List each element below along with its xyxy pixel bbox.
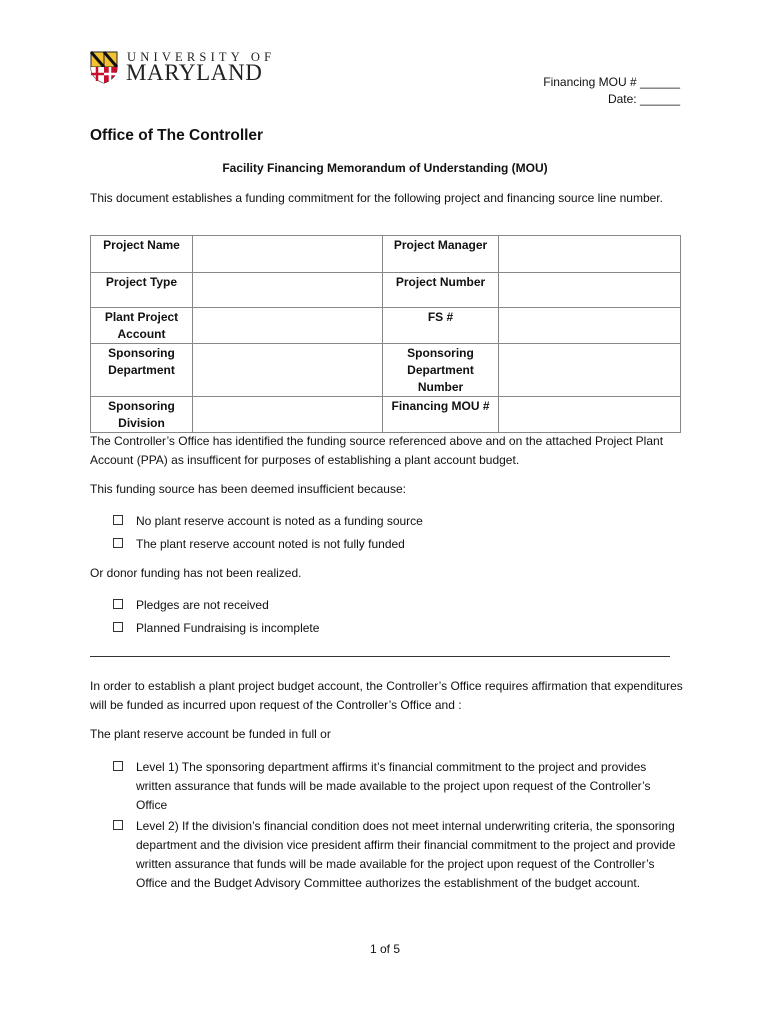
- label-project-number: Project Number: [383, 273, 499, 308]
- checkbox-level-2[interactable]: [113, 817, 683, 893]
- label-sponsoring-department-number: Sponsoring Department Number: [383, 344, 499, 397]
- table-row: [91, 397, 681, 433]
- reserve-paragraph: The plant reserve account be funded in full or: [90, 727, 331, 741]
- label-plant-project-account: Plant Project Account: [91, 308, 193, 344]
- project-number-field[interactable]: [499, 273, 681, 308]
- sponsoring-department-field[interactable]: [193, 344, 383, 397]
- checkbox-label: Level 1) The sponsoring department affirms it’s financial commitment to the project and provides written assurance that funds will be made available to the project upon request of the Controller’s Office: [136, 760, 651, 812]
- plant-project-account-field[interactable]: [193, 308, 383, 344]
- table-row: [91, 273, 681, 308]
- fs-number-field[interactable]: [499, 308, 681, 344]
- checkbox-label: No plant reserve account is noted as a funding source: [136, 514, 423, 528]
- label-sponsoring-department: Sponsoring Department: [91, 344, 193, 397]
- affirmation-paragraph: In order to establish a plant project budget account, the Controller’s Office requires affirmation that expenditures will be funded as incurred upon request of the Controller’s Office and :: [90, 679, 683, 712]
- divider-line: [90, 656, 670, 657]
- mou-number-field: Financing MOU # ______: [543, 75, 680, 89]
- label-project-manager: Project Manager: [383, 236, 499, 273]
- insufficient-paragraph: This funding source has been deemed insufficient because:: [90, 482, 406, 496]
- checkbox-level-1[interactable]: [113, 758, 683, 815]
- controller-paragraph: The Controller’s Office has identified the funding source referenced above and on the attached Project Plant Account (PPA) as insufficent for purposes of establishing a plant account budget.: [90, 434, 664, 467]
- header-fields: [543, 74, 680, 108]
- label-financing-mou: Financing MOU #: [383, 397, 499, 433]
- project-info-table: [90, 235, 681, 433]
- label-fs-number: FS #: [383, 308, 499, 344]
- maryland-shield-icon: [89, 50, 119, 84]
- checkbox-label: Pledges are not received: [136, 598, 269, 612]
- checkbox-icon[interactable]: [113, 515, 123, 525]
- checkbox-label: Level 2) If the division’s financial condition does not meet internal underwriting criteria, the sponsoring department and the division vice president affirm their financial commitment to the project and provide written assurance that funds will be made available for the project upon request of the Controller’s Office and the Budget Advisory Committee authorizes the establishment of the budget account.: [136, 819, 676, 890]
- label-project-name: Project Name: [91, 236, 193, 273]
- checkbox-fundraising-incomplete[interactable]: [113, 619, 683, 638]
- checkbox-icon[interactable]: [113, 538, 123, 548]
- checkbox-label: The plant reserve account noted is not fully funded: [136, 537, 405, 551]
- logo-line1: UNIVERSITY OF: [127, 50, 276, 64]
- project-name-field[interactable]: [193, 236, 383, 273]
- sponsoring-division-field[interactable]: [193, 397, 383, 433]
- office-title: Office of The Controller: [90, 127, 264, 144]
- donor-paragraph: Or donor funding has not been realized.: [90, 566, 302, 580]
- table-row: [91, 344, 681, 397]
- checkbox-no-reserve-account[interactable]: [113, 512, 683, 531]
- project-manager-field[interactable]: [499, 236, 681, 273]
- checkbox-pledges-not-received[interactable]: [113, 596, 683, 615]
- checkbox-icon[interactable]: [113, 622, 123, 632]
- intro-paragraph: This document establishes a funding commitment for the following project and financing source line number.: [90, 191, 663, 205]
- date-field: Date: ______: [607, 92, 680, 106]
- project-type-field[interactable]: [193, 273, 383, 308]
- label-sponsoring-division: Sponsoring Division: [91, 397, 193, 433]
- checkbox-not-fully-funded[interactable]: [113, 535, 683, 554]
- page-number: 1 of 5: [369, 942, 401, 956]
- university-logo: [89, 48, 299, 88]
- sponsoring-department-number-field[interactable]: [499, 344, 681, 397]
- checkbox-icon[interactable]: [113, 761, 123, 771]
- checkbox-icon[interactable]: [113, 820, 123, 830]
- checkbox-label: Planned Fundraising is incomplete: [136, 621, 320, 635]
- document-title: Facility Financing Memorandum of Understanding (MOU): [222, 161, 548, 175]
- logo-line2: MARYLAND: [126, 60, 263, 85]
- table-row: [91, 308, 681, 344]
- label-project-type: Project Type: [91, 273, 193, 308]
- table-row: [91, 236, 681, 273]
- checkbox-icon[interactable]: [113, 599, 123, 609]
- financing-mou-field[interactable]: [499, 397, 681, 433]
